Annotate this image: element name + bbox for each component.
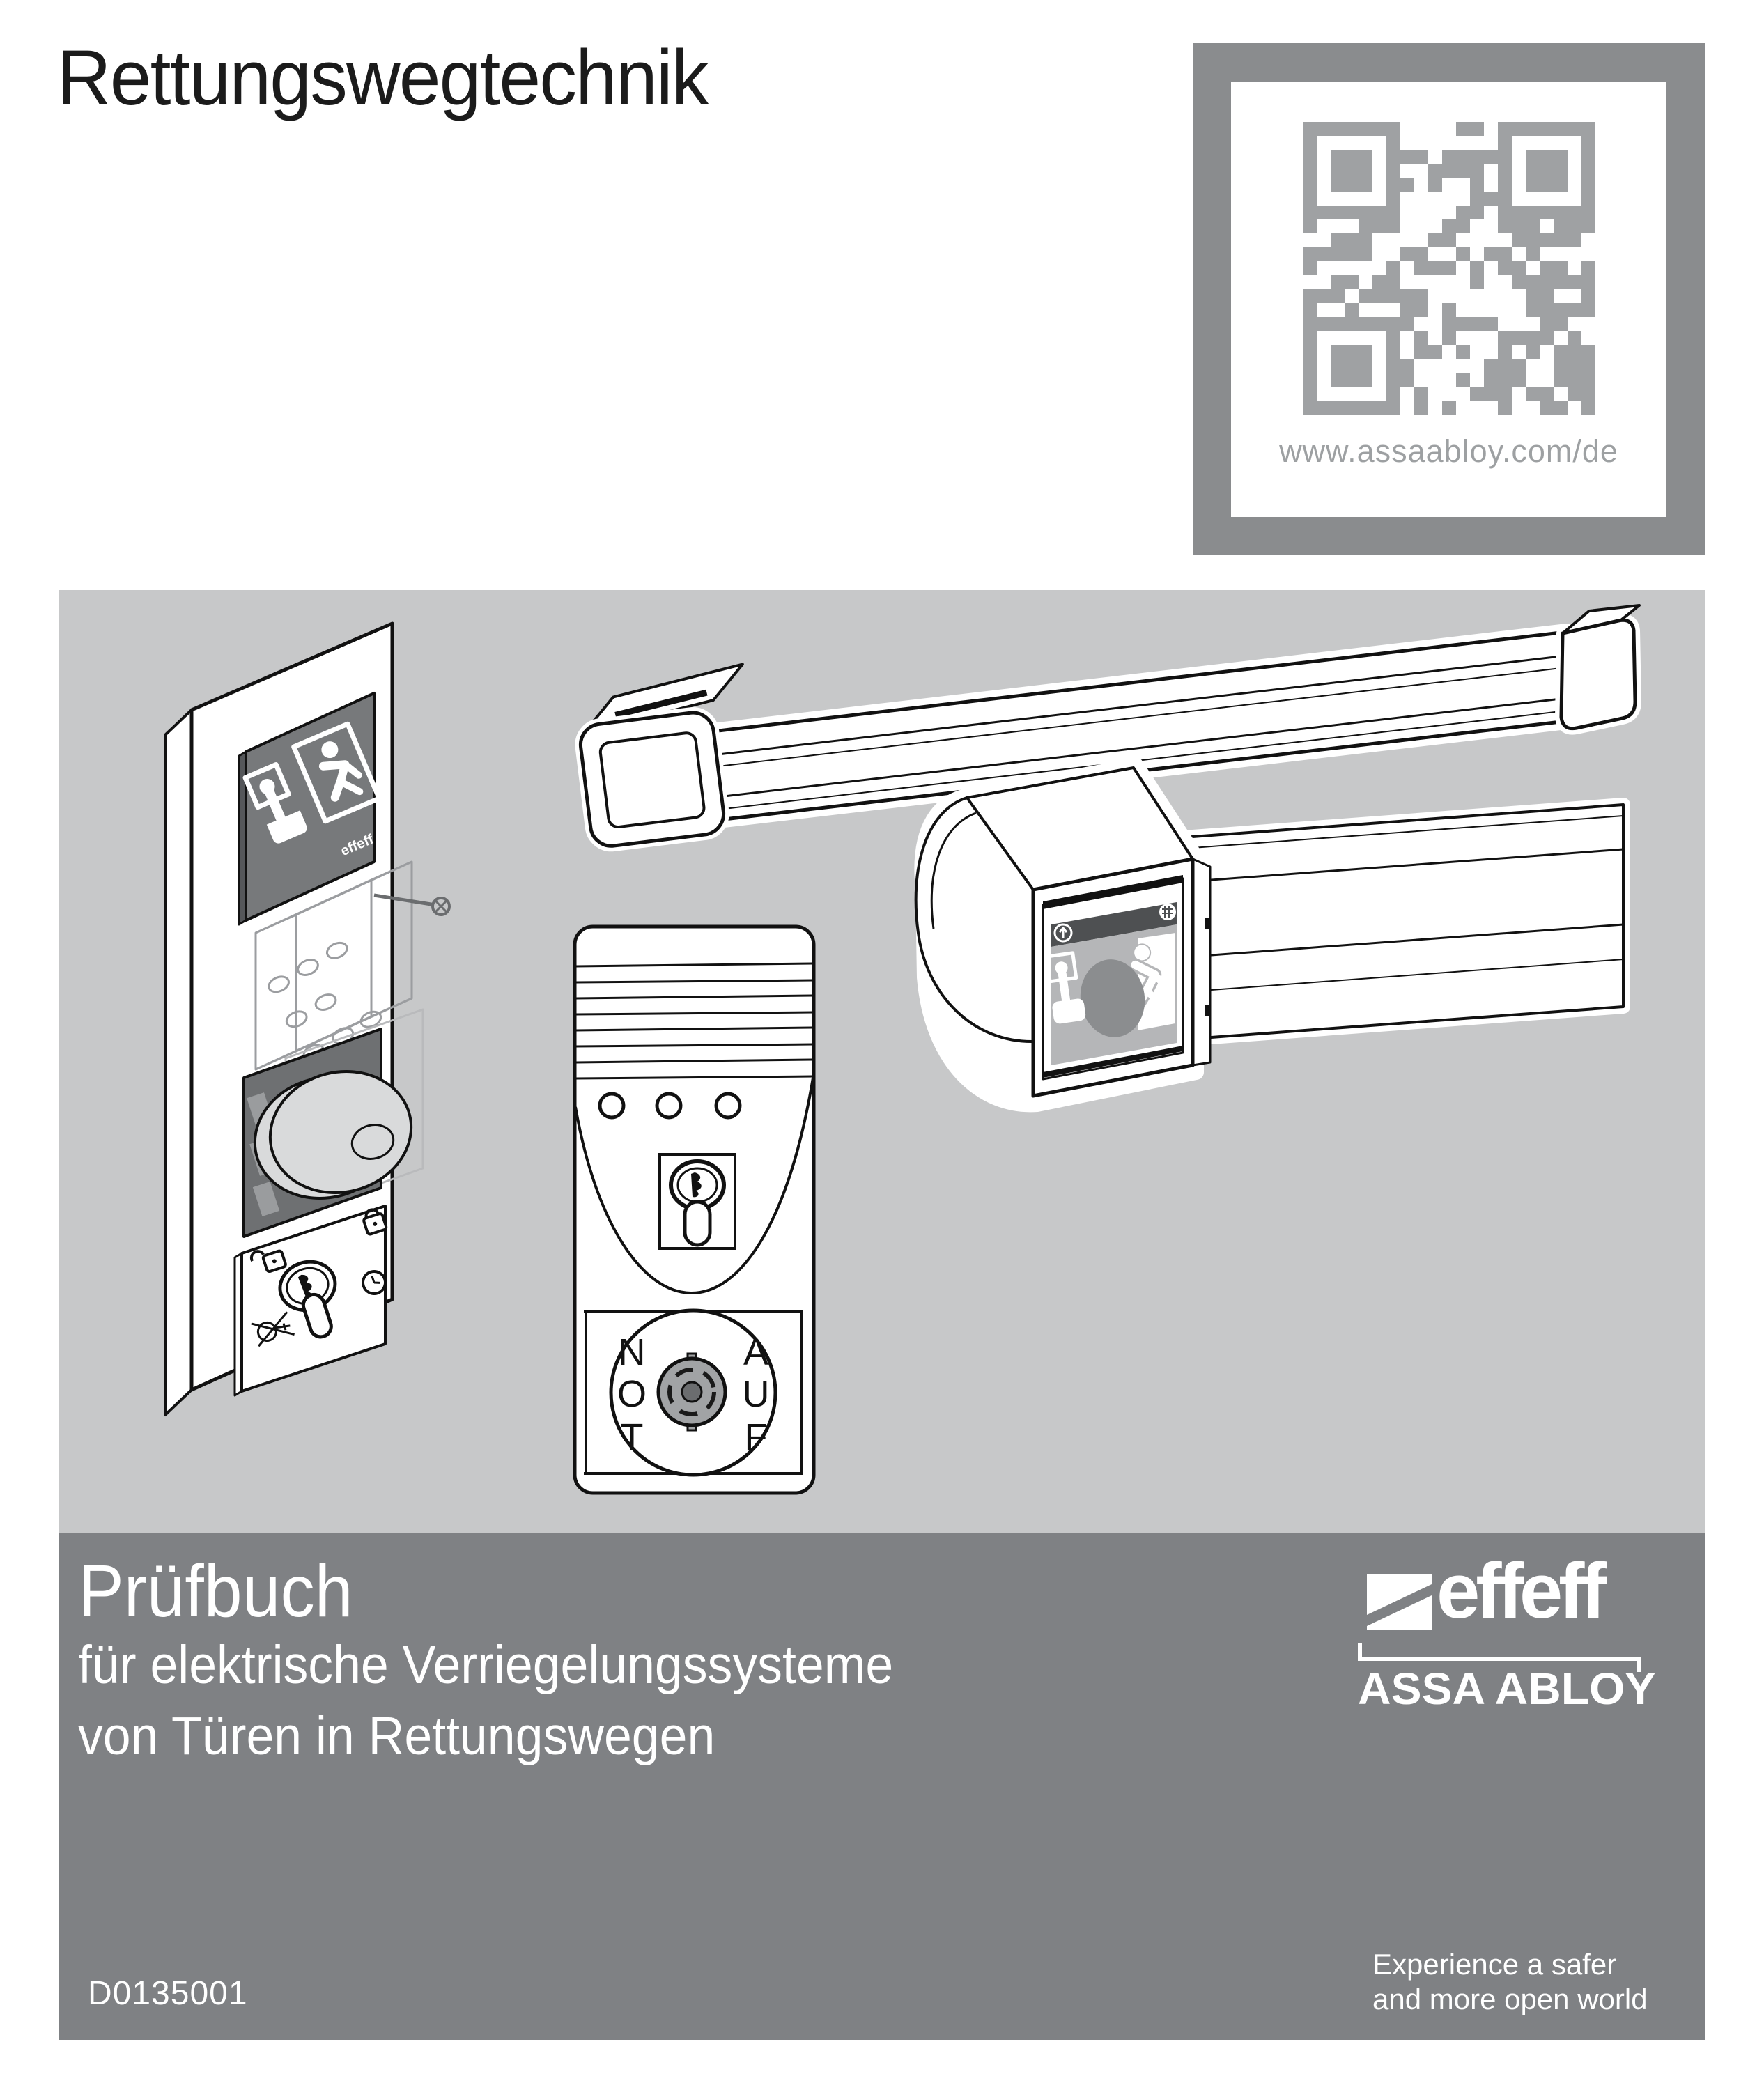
banner-subtitle-line1: für elektrische Verriegelungssysteme (78, 1635, 894, 1695)
brand-tagline (1372, 1947, 1648, 2017)
page-title: Rettungswegtechnik (57, 34, 708, 121)
banner-subtitle-line2: von Türen in Rettungswegen (78, 1706, 715, 1766)
assa-abloy-logo-text: ASSA ABLOY (1358, 1664, 1656, 1714)
push-bar-right-cap (1561, 605, 1639, 729)
svg-text:N: N (618, 1331, 646, 1373)
wall-panel-illustration (165, 624, 449, 1415)
sign-brand-text: effeff (338, 831, 376, 860)
door-terminal-illustration (916, 766, 1623, 1104)
terminal-right-edge (1193, 859, 1210, 1065)
brand-tagline-line2: and more open world (1372, 1983, 1648, 2015)
document-number: D0135001 (88, 1975, 248, 2012)
svg-text:O: O (617, 1373, 647, 1415)
effeff-logo-text: effeff (1437, 1547, 1602, 1634)
banner-title: Prüfbuch (78, 1550, 353, 1632)
qr-panel (1193, 43, 1705, 555)
effeff-logo-mark (1367, 1574, 1432, 1630)
product-illustrations (59, 590, 1705, 1533)
title-banner (59, 1533, 1705, 2040)
led-indicator (600, 1094, 624, 1117)
grid-icon (1159, 904, 1176, 920)
terminal-screen (1045, 902, 1177, 1065)
led-indicator (716, 1094, 740, 1117)
svg-text:A: A (743, 1331, 769, 1373)
qr-code (1303, 122, 1595, 415)
svg-text:F: F (744, 1416, 768, 1458)
led-indicator (657, 1094, 681, 1117)
svg-text:U: U (742, 1373, 770, 1415)
wall-panel-side (165, 710, 192, 1415)
illustration-panel (59, 590, 1705, 1533)
brand-tagline-line1: Experience a safer (1372, 1948, 1617, 1981)
svg-text:T: T (620, 1416, 644, 1458)
mounting-rail (1174, 805, 1623, 1040)
key-switch-terminal-illustration (575, 927, 814, 1493)
banner-subtitle (78, 1630, 893, 1772)
qr-panel-inner (1231, 82, 1666, 517)
brand-logo-block (1358, 1547, 1687, 1740)
qr-url-text: www.assaabloy.com/de (1279, 433, 1618, 469)
